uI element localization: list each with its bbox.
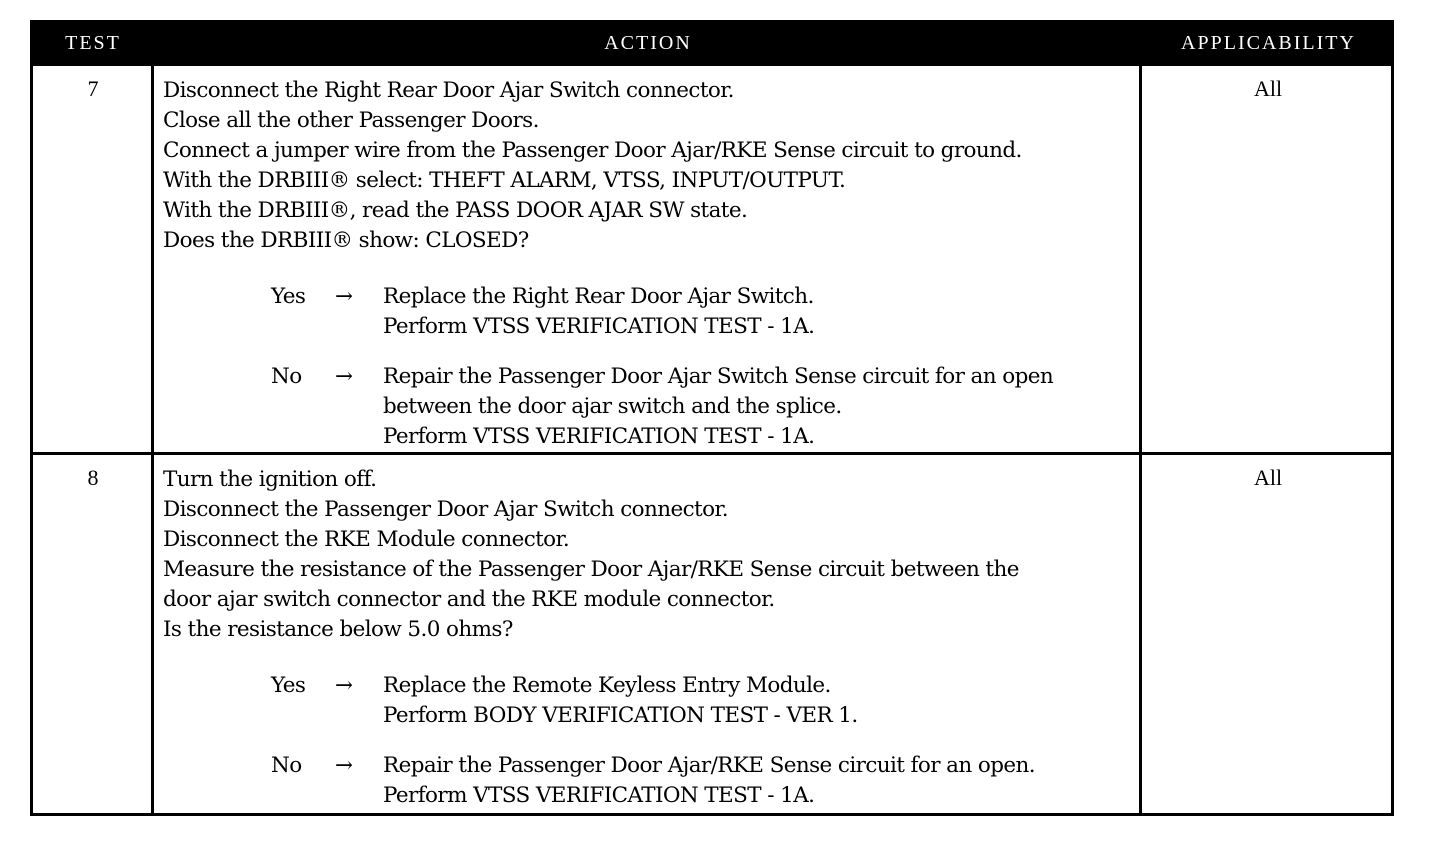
no-label: No xyxy=(271,753,302,778)
action-steps xyxy=(163,76,1138,256)
result-line: Perform BODY VERIFICATION TEST - VER 1. xyxy=(383,703,858,728)
diagnostic-table xyxy=(30,20,1394,816)
result-line: Replace the Remote Keyless Entry Module. xyxy=(383,673,831,698)
action-step: Disconnect the Right Rear Door Ajar Switch connector. xyxy=(163,78,734,103)
table-row xyxy=(33,455,1391,813)
action-step: Turn the ignition off. xyxy=(163,467,377,492)
test-number: 8 xyxy=(87,465,99,490)
arrow-right-icon: → xyxy=(335,673,353,698)
table-row xyxy=(33,66,1391,452)
yes-result xyxy=(383,282,814,342)
test-number: 7 xyxy=(87,76,99,101)
applicability-value: All xyxy=(1253,76,1283,101)
arrow-right-icon: → xyxy=(335,284,353,309)
action-step: Close all the other Passenger Doors. xyxy=(163,108,539,133)
action-step: Measure the resistance of the Passenger Door Ajar/RKE Sense circuit between the xyxy=(163,557,1019,582)
result-line: Repair the Passenger Door Ajar Switch Sense circuit for an open xyxy=(383,364,1054,389)
table-header xyxy=(33,23,1391,63)
yes-label: Yes xyxy=(271,673,306,698)
yes-label: Yes xyxy=(271,284,306,309)
arrow-right-icon: → xyxy=(335,364,353,389)
yes-result xyxy=(383,671,858,731)
header-test: TEST xyxy=(65,32,121,54)
action-step: With the DRBIII®, read the PASS DOOR AJAR SW state. xyxy=(163,198,748,223)
action-step: Is the resistance below 5.0 ohms? xyxy=(163,617,513,642)
result-line: Replace the Right Rear Door Ajar Switch. xyxy=(383,284,814,309)
action-step: Disconnect the Passenger Door Ajar Switch connector. xyxy=(163,497,728,522)
action-steps xyxy=(163,465,1138,645)
no-result xyxy=(383,751,1035,811)
action-step: With the DRBIII® select: THEFT ALARM, VTSS, INPUT/OUTPUT. xyxy=(163,168,846,193)
result-line: Perform VTSS VERIFICATION TEST - 1A. xyxy=(383,314,815,339)
result-line: Perform VTSS VERIFICATION TEST - 1A. xyxy=(383,424,815,449)
result-line: Perform VTSS VERIFICATION TEST - 1A. xyxy=(383,783,815,808)
arrow-right-icon: → xyxy=(335,753,353,778)
applicability-value: All xyxy=(1253,465,1283,490)
action-step: door ajar switch connector and the RKE module connector. xyxy=(163,587,775,612)
result-line: Repair the Passenger Door Ajar/RKE Sense circuit for an open. xyxy=(383,753,1035,778)
header-applicability: APPLICABILITY xyxy=(1181,32,1356,54)
action-step: Disconnect the RKE Module connector. xyxy=(163,527,570,552)
no-label: No xyxy=(271,364,302,389)
result-line: between the door ajar switch and the splice. xyxy=(383,394,842,419)
action-step: Connect a jumper wire from the Passenger Door Ajar/RKE Sense circuit to ground. xyxy=(163,138,1022,163)
no-result xyxy=(383,362,1053,452)
action-step: Does the DRBIII® show: CLOSED? xyxy=(163,228,529,253)
header-action: ACTION xyxy=(604,32,692,54)
